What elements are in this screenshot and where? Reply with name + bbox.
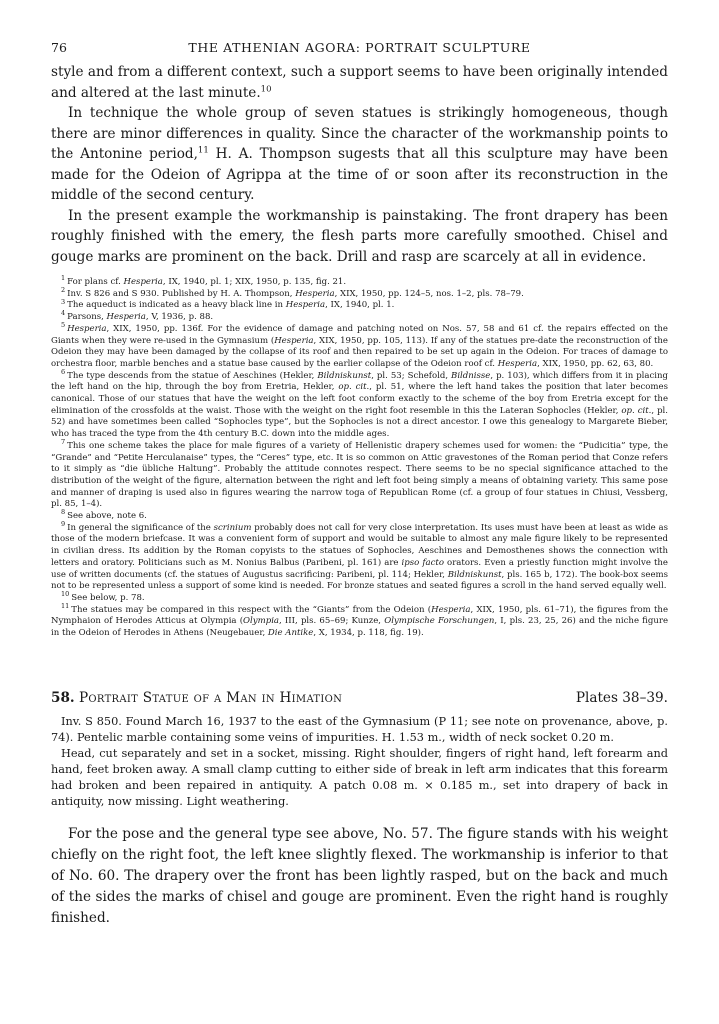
page bbox=[51, 40, 668, 929]
running-header bbox=[51, 40, 668, 62]
catalog-number: 58. bbox=[51, 689, 75, 706]
footnote-8: $^8$ See above, note 6. bbox=[61, 508, 147, 522]
catalog-entry bbox=[51, 714, 668, 811]
catalog-heading bbox=[51, 690, 668, 710]
paragraph: For the pose and the general type see above, No. 57. The figure stands with his weight chiefly on the right foot, the left knee slightly flexed. The workmanship is inferior to that of No. 60. The drapery over the front has been lightly rasped, but on the back and much of the sides the marks of chisel and gouge are prominent. Even the right hand is roughly finished. bbox=[51, 826, 668, 927]
footnote-10: $^{10}$ See below, p. 78. bbox=[61, 590, 145, 603]
paragraph: In technique the whole group of seven statues is strikingly homogeneous, though there are minor differences in quality. Since the character of the workmanship points to the Antonine period,$^{11}$ H. A. Thompson sugests that all this sculpture may have been made for the Odeion of Agrippa at the time of or soon after its reconstruction in the middle of the second century. bbox=[51, 105, 668, 203]
footnote-11: $^{11}$ The statues may be compared in this respect with the “Giants” from the Odeion (Hesperia, XIX, 1950, pls. 61–71), the figures from the Nymphaion of Herodes Atticus at Olympia (Olympia, III, pls. 65–69; Kunze, Olympische Forschungen, I, pls. 23, 25, 26) and the niche figure in the Odeion of Herodes in Athens (Neugebauer, Die Antike, X, 1934, p. 118, fig. 19). bbox=[51, 601, 668, 639]
footnote-6: $^6$ The type descends from the statue of Aeschines (Hekler, Bildniskunst, pl. 53; Schefold, Bildnisse, p. 103), which differs from it in placing the left hand on the hip, through the boy from Eretria, Hekler, op. cit., pl. 51, where the left hand takes the position that later becomes canonical. Those of our statues that have the weight on the left foot conform exactly to the scheme of the boy from Eretria except for the elimination of the crossfolds at the waist. Those with the weight on the right foot resemble in this the Lateran Sophocles (Hekler, op. cit., pl. 52) and have sometimes been called “Sophocles type”, but the Sophocles is not a direct ancestor. I owe this genealogy to Margarete Bieber, who has traced the type from the 4th century B.C. down into the middle ages. bbox=[51, 367, 668, 440]
footnote-9: $^9$ In general the significance of the scrinium probably does not call for very close interpretation. Its uses must have been at least as wide as those of the modern briefcase. It was a convenient form of support and would be suitable to almost any male figure likely to be represented in civilian dress. Its addition by the Roman copyists to the statues of Sophocles, Aeschines and Demosthenes shows the connection with letters and oratory. Politicians such as M. Nonius Balbus (Paribeni, pl. 161) are ipso facto orators. Even a priestly function might involve the use of written documents (cf. the statues of Augustus sacrificing: Paribeni, pl. 114; Hekler, Bildniskunst, pls. 165 b, 172). The book-box seems not to be represented unless a support of some kind is needed. For bronze statues and seated figures a scroll in the hand served equally well. bbox=[51, 519, 669, 592]
page-number: 76 bbox=[51, 40, 67, 55]
catalog-title-text: Portrait Statue of a Man in Himation bbox=[78, 689, 343, 706]
footnote-7: $^7$ This one scheme takes the place for male figures of a variety of Hellenistic drapery schemes used for women: the “Pudicitia” type, the “Grande” and “Petite Herculanaise” types, the “Ceres” type, etc. It is so common on Attic gravestones of the Roman period that Conze refers to it simply as “die übliche Haltung”. Probably the attitude connotes respect. There seems to be no special significance attached to the distribution of the weight of the figure, alternation between the right and left foot being simply a means of obtaining variety. This same pose and manner of draping is used also in figures wearing the narrow toga of Republican Rome (cf. a group of four statues in Chiusi, Vessberg, pl. 85, 1–4). bbox=[51, 438, 668, 510]
footnote-3: $^3$ The aqueduct is indicated as a heavy black line in Hesperia, IX, 1940, pl. 1. bbox=[61, 297, 395, 311]
catalog-title bbox=[51, 690, 342, 706]
footnotes bbox=[51, 274, 669, 640]
footnote-4: $^4$ Parsons, Hesperia, V, 1936, p. 88. bbox=[61, 309, 214, 323]
footnote-ref[interactable]: 11 bbox=[197, 145, 209, 156]
paragraph: In the present example the workmanship is painstaking. The front drapery has been roughly finished with the emery, the flesh parts more carefully smoothed. Chisel and gouge marks are prominent on the back. Drill and rasp are scarcely at all in evidence. bbox=[51, 207, 668, 265]
footnote-2: $^2$ Inv. S 826 and S 930. Published by H. A. Thompson, Hesperia, XIX, 1950, pp. 124–5, nos. 1–2, pls. 78–79. bbox=[61, 285, 524, 299]
catalog-entry-condition: Head, cut separately and set in a socket, missing. Right shoulder, fingers of right hand, left forearm and hand, feet broken away. A small clamp cutting to either side of break in left arm indicates that this forearm had broken and been repaired in antiquity. A patch 0.08 m. × 0.185 m., set into drapery of back in antiquity, now missing. Light weathering. bbox=[51, 746, 668, 809]
footnote-ref[interactable]: 10 bbox=[260, 83, 272, 94]
catalog-entry-inventory: Inv. S 850. Found March 16, 1937 to the east of the Gymnasium (P 11; see note on provenance, above, p. 74). Pentelic marble containing some veins of impurities. H. 1.53 m., width of neck socket 0.20 m. bbox=[51, 714, 668, 744]
paragraph: style and from a different context, such a support seems to have been originally intended and altered at the last minute.$^{10}$ bbox=[51, 64, 668, 101]
running-title: THE ATHENIAN AGORA: PORTRAIT SCULPTURE bbox=[188, 40, 531, 55]
footnote-5: $^5$ Hesperia, XIX, 1950, pp. 136f. For the evidence of damage and patching noted on Nos. 57, 58 and 61 cf. the repairs effected on the Giants when they were re-used in the Gymnasium (Hesperia, XIX, 1950, pp. 105, 113). If any of the statues pre-date the reconstruction of the Odeion they may have been damaged by the collapse of its roof and then repaired to be set up again in the Odeion. For traces of damage to orchestra floor, marble benches and a statue base caused by the earlier collapse of the Odeion roof cf. Hesperia, XIX, 1950, pp. 62, 63, 80. bbox=[51, 320, 668, 369]
discussion bbox=[51, 824, 668, 929]
footnote-1: $^1$ For plans cf. Hesperia, IX, 1940, pl. 1; XIX, 1950, p. 135, fig. 21. bbox=[61, 274, 347, 287]
body-text bbox=[51, 62, 668, 267]
catalog-plates: Plates 38–39. bbox=[575, 689, 668, 706]
